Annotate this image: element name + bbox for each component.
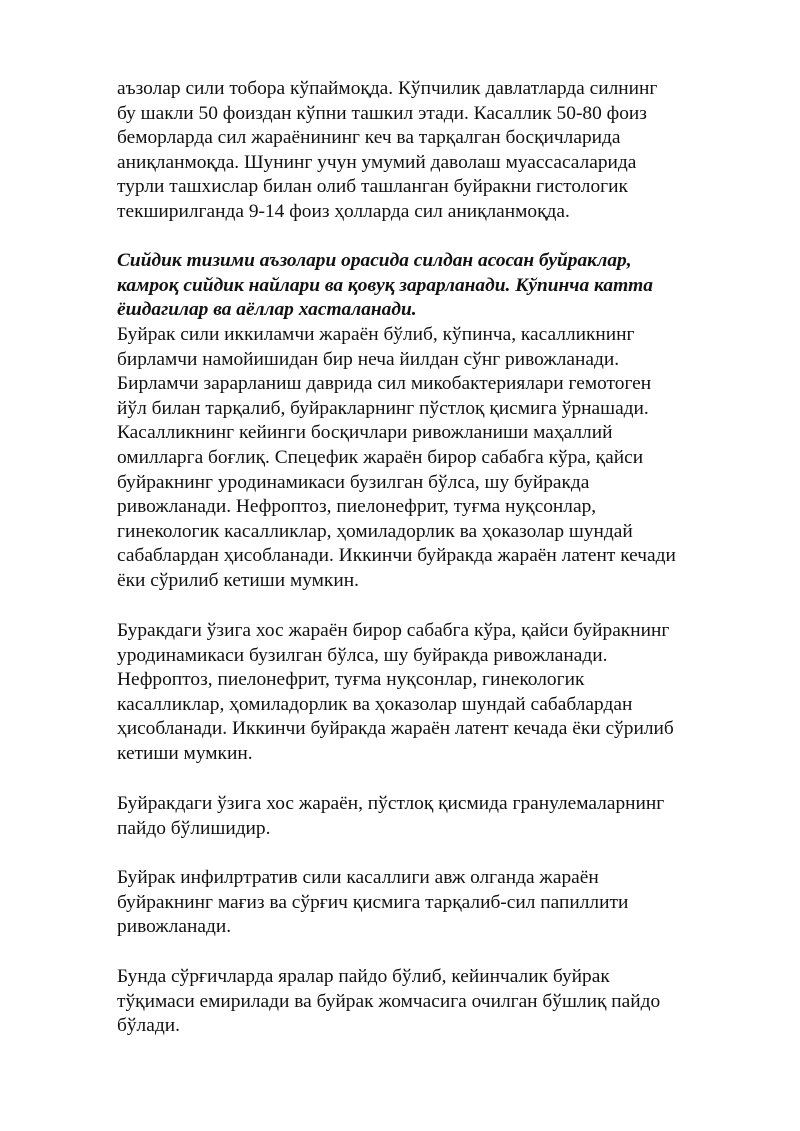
paragraph-line: омилларга боғлиқ. Спецефик жараён бирор сабабга кўра, қайси	[117, 446, 644, 468]
paragraph-line: буйракнинг уродинамикаси бузилган бўлса, шу буйракда	[117, 471, 590, 493]
paragraph-line: Нефроптоз, пиелонефрит, туғма нуқсонлар, гинекологик	[117, 669, 585, 691]
paragraph-line: Касалликнинг кейинги босқичлари ривожланиши маҳаллий	[117, 422, 613, 444]
paragraph-line: пайдо бўлишидир.	[117, 817, 271, 839]
paragraph-6	[117, 866, 757, 940]
paragraph-3	[117, 323, 757, 594]
paragraph-line: бу шакли 50 фоиздан кўпни ташкил этади. Касаллик 50-80 фоиз	[117, 102, 647, 124]
paragraph-line: турли ташхислар билан олиб ташланган буйракни гистологик	[117, 176, 628, 198]
paragraph-line: бўлади.	[117, 1015, 180, 1037]
paragraph-line: аъзолар сили тобора кўпаймоқда. Кўпчилик давлатларда силнинг	[117, 78, 658, 99]
paragraph-7	[117, 965, 757, 1039]
paragraph-line: буйракнинг мағиз ва сўрғич қисмига тарқалиб-сил папиллити	[117, 891, 629, 913]
paragraph-2-emphasis	[117, 249, 757, 323]
paragraph-line: Буракдаги ўзига хос жараён бирор сабабга кўра, қайси буйракнинг	[117, 620, 670, 641]
paragraph-4	[117, 619, 757, 767]
paragraph-line: Буйракдаги ўзига хос жараён, пўстлоқ қисмида гранулемаларнинг	[117, 793, 665, 814]
paragraph-line: сабаблардан ҳисобланади. Иккинчи буйракда жараён латент кечади	[117, 545, 676, 567]
paragraph-line: Буйрак сили иккиламчи жараён бўлиб, кўпинча, касалликнинг	[117, 324, 635, 345]
paragraph-line: бирламчи намойишидан бир неча йилдан сўнг ривожланади.	[117, 348, 620, 370]
paragraph-line: ёшдагилар ва аёллар хасталанади.	[117, 299, 417, 321]
paragraph-line: беморларда сил жараёнининг кеч ва тарқалган босқичларида	[117, 127, 621, 149]
paragraph-line: ёки сўрилиб кетиши мумкин.	[117, 569, 359, 591]
paragraph-line: Сийдик тизими аъзолари орасида силдан асосан буйраклар,	[117, 250, 632, 271]
paragraph-line: Бунда сўрғичларда яралар пайдо бўлиб, кейинчалик буйрак	[117, 966, 610, 987]
paragraph-line: йўл билан тарқалиб, буйракларнинг пўстлоқ қисмига ўрнашади.	[117, 397, 649, 419]
paragraph-1	[117, 77, 757, 225]
paragraph-line: ривожланади. Нефроптоз, пиелонефрит, туғма нуқсонлар,	[117, 496, 597, 518]
paragraph-line: Бирламчи зарарланиш даврида сил микобактериялари гемотоген	[117, 373, 652, 395]
paragraph-line: камроқ сийдик найлари ва қовуқ зарарланади. Кўпинча катта	[117, 274, 653, 296]
paragraph-line: гинекологик касалликлар, ҳомиладорлик ва ҳоказолар шундай	[117, 520, 633, 542]
paragraph-5	[117, 792, 757, 841]
paragraph-line: аниқланмоқда. Шунинг учун умумий даволаш муассасаларида	[117, 151, 637, 173]
paragraph-line: текширилганда 9-14 фоиз ҳолларда сил аниқланмоқда.	[117, 200, 570, 222]
paragraph-line: касалликлар, ҳомиладорлик ва ҳоказолар шундай сабаблардан	[117, 693, 633, 715]
paragraph-line: тўқимаси емирилади ва буйрак жомчасига очилган бўшлиқ пайдо	[117, 990, 661, 1012]
paragraph-line: уродинамикаси бузилган бўлса, шу буйракда ривожланади.	[117, 644, 608, 666]
paragraph-line: Буйрак инфилртратив сили касаллиги авж олганда жараён	[117, 867, 599, 888]
paragraph-line: кетиши мумкин.	[117, 742, 253, 764]
paragraph-line: ҳисобланади. Иккинчи буйракда жараён латент кечада ёки сўрилиб	[117, 718, 674, 740]
paragraph-line: ривожланади.	[117, 916, 232, 938]
